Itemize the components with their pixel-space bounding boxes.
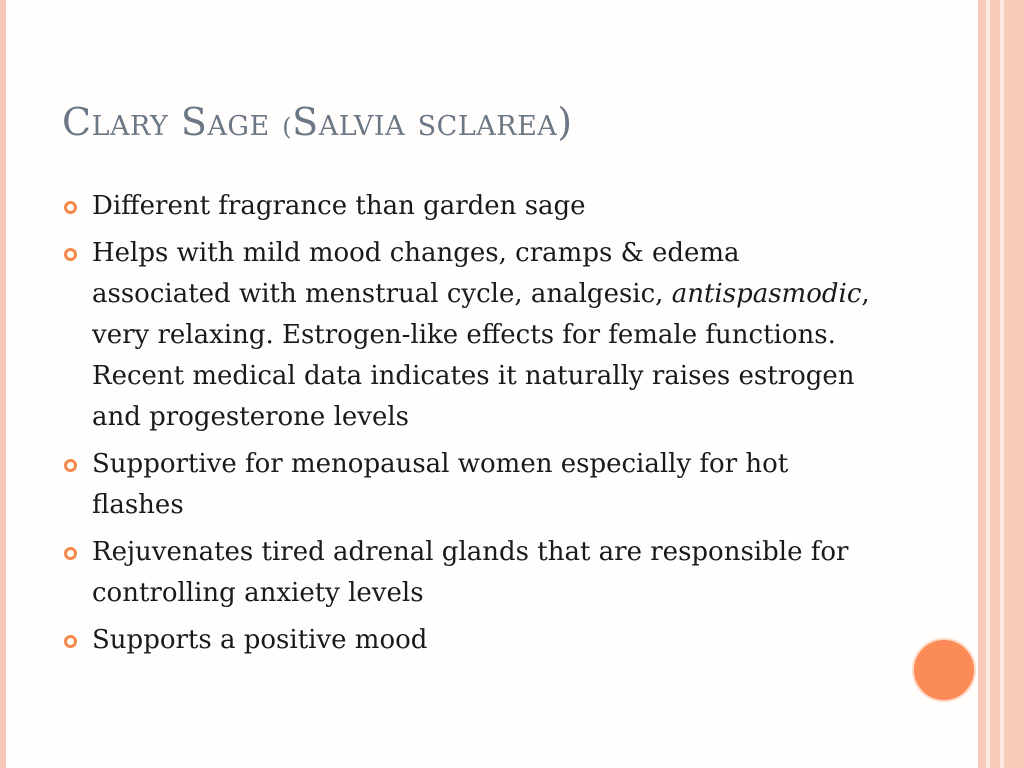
ring-bullet-icon — [64, 201, 77, 214]
bullet-text: Supportive for menopausal women especially for hot flashes — [92, 449, 789, 520]
ring-bullet-icon — [64, 248, 77, 261]
title-latin-name: Salvia sclarea — [292, 100, 558, 144]
bullet-list — [62, 186, 882, 667]
bullet-text: Helps with mild mood changes, cramps & edema associated with menstrual cycle, analgesic, — [92, 238, 740, 309]
left-border-stripe — [0, 0, 6, 768]
right-decor-stripe-1 — [978, 0, 986, 768]
title-common-name: Clary Sage — [62, 100, 283, 144]
title-paren-open: ( — [282, 113, 293, 141]
bullet-item — [62, 532, 882, 614]
right-decor-stripe-2 — [990, 0, 1000, 768]
ring-bullet-icon — [64, 635, 77, 648]
bullet-item — [62, 233, 882, 438]
bullet-text: Rejuvenates tired adrenal glands that are responsible for controlling anxiety levels — [92, 537, 849, 608]
bullet-item — [62, 444, 882, 526]
bullet-text: Supports a positive mood — [92, 625, 428, 655]
bullet-item — [62, 620, 882, 661]
orange-circle-icon — [912, 638, 976, 702]
bullet-text: , very relaxing. Estrogen-like effects for female functions. Recent medical data indicates it naturally raises estrogen and progesterone levels — [92, 279, 870, 432]
ring-bullet-icon — [64, 459, 77, 472]
title-paren-close: ) — [557, 100, 573, 144]
right-decor-stripe-3 — [1004, 0, 1024, 768]
bullet-text-italic: antispasmodic — [671, 279, 862, 309]
slide-title — [62, 100, 573, 144]
ring-bullet-icon — [64, 547, 77, 560]
bullet-item — [62, 186, 882, 227]
bullet-text: Different fragrance than garden sage — [92, 191, 586, 221]
